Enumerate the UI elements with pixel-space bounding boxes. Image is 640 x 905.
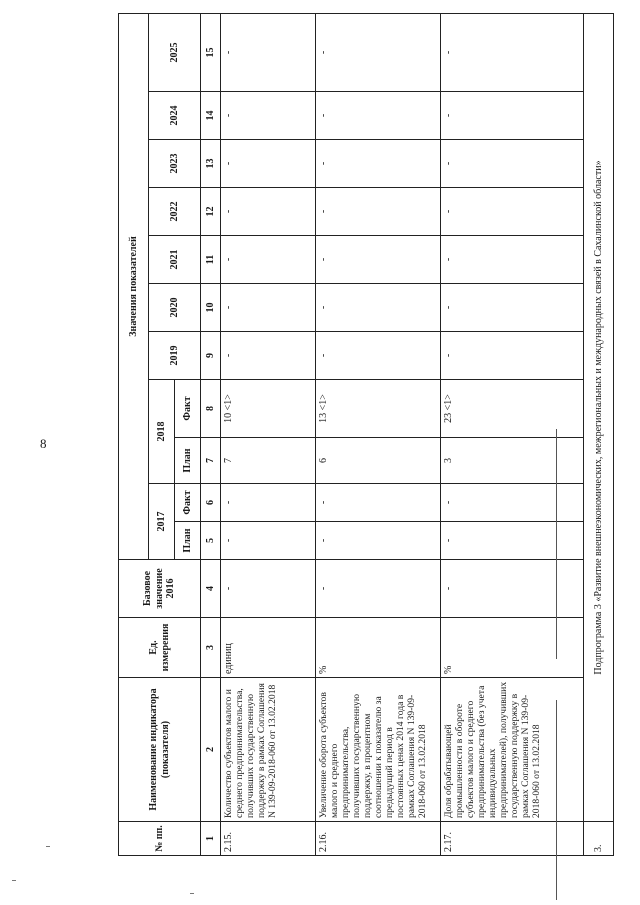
plan-2017: -	[220, 522, 316, 560]
header-2023: 2023	[149, 140, 201, 188]
value-2020: -	[440, 284, 583, 332]
scan-artifact-line	[556, 429, 557, 659]
column-number-row	[201, 13, 220, 855]
scan-artifact-tick	[12, 880, 16, 881]
subprogram-row	[583, 13, 613, 855]
header-2017: 2017	[149, 484, 175, 560]
subprogram-title: Подпрограмма 3 «Развитие внешнеэкономических, межрегиональных и международных связей в Сахалинской области»	[583, 13, 613, 821]
scan-artifact-tick	[190, 893, 194, 894]
value-2023: -	[440, 140, 583, 188]
indicator-table-rotated	[118, 14, 614, 856]
value-2023: -	[316, 140, 441, 188]
plan-2018: 6	[316, 438, 441, 484]
header-plan-2018: План	[175, 438, 201, 484]
col-number: 15	[201, 13, 220, 91]
base-value: -	[440, 560, 583, 618]
plan-2018: 3	[440, 438, 583, 484]
table-row	[316, 13, 441, 855]
col-number: 4	[201, 560, 220, 618]
table-row	[440, 13, 583, 855]
value-2021: -	[316, 236, 441, 284]
value-2024: -	[440, 92, 583, 140]
base-value: -	[220, 560, 316, 618]
col-number: 1	[201, 822, 220, 856]
value-2020: -	[220, 284, 316, 332]
row-num: 2.16.	[316, 822, 441, 856]
indicator-name: Увеличение оборота субъектов малого и среднего предпринимательства, получивших государственную поддержку, в процентном соотношении к показателю за предыдущий период в постоянных ценах 2014 года в рамках Соглашения N 139-09-2018-060 от 13.02.2018	[316, 678, 441, 822]
value-2019: -	[316, 332, 441, 380]
header-name: Наименование индикатора (показателя)	[119, 678, 201, 822]
header-2024: 2024	[149, 92, 201, 140]
value-2023: -	[220, 140, 316, 188]
fact-2018: 23 <1>	[440, 380, 583, 438]
header-2019: 2019	[149, 332, 201, 380]
header-base: Базовое значение 2016	[119, 560, 201, 618]
value-2025: -	[220, 13, 316, 91]
col-number: 7	[201, 438, 220, 484]
plan-2018: 7	[220, 438, 316, 484]
col-number: 3	[201, 618, 220, 678]
col-number: 6	[201, 484, 220, 522]
table-row	[220, 13, 316, 855]
col-number: 14	[201, 92, 220, 140]
header-num: № пп.	[119, 822, 201, 856]
header-2020: 2020	[149, 284, 201, 332]
scan-artifact-line	[556, 700, 557, 900]
base-value: -	[316, 560, 441, 618]
indicator-name: Количество субъектов малого и среднего предпринимательства, получивших государственную поддержку в рамках Соглашения N 139-09-2018-060 от 13.02.2018	[220, 678, 316, 822]
fact-2017: -	[316, 484, 441, 522]
col-number: 13	[201, 140, 220, 188]
page-number: 8	[40, 436, 47, 451]
value-2022: -	[316, 188, 441, 236]
row-num: 2.15.	[220, 822, 316, 856]
value-2019: -	[440, 332, 583, 380]
value-2021: -	[220, 236, 316, 284]
value-2024: -	[220, 92, 316, 140]
indicator-name: Доля обрабатывающей промышленности в обороте субъектов малого и среднего предпринимательства (без учета индивидуальных предпринимателей), получивших государственную поддержку в рамках Соглашения N 139-09-2018-060 от 13.02.2018	[440, 678, 583, 822]
plan-2017: -	[316, 522, 441, 560]
row-num: 3.	[583, 822, 613, 856]
header-2018: 2018	[149, 380, 175, 484]
indicator-table	[118, 13, 614, 856]
fact-2017: -	[220, 484, 316, 522]
col-number: 2	[201, 678, 220, 822]
value-2020: -	[316, 284, 441, 332]
value-2022: -	[220, 188, 316, 236]
unit-cell: %	[440, 618, 583, 678]
fact-2018: 13 <1>	[316, 380, 441, 438]
fact-2018: 10 <1>	[220, 380, 316, 438]
value-2024: -	[316, 92, 441, 140]
col-number: 12	[201, 188, 220, 236]
header-values: Значения показателей	[119, 13, 149, 559]
header-unit: Ед. измерения	[119, 618, 201, 678]
row-num: 2.17.	[440, 822, 583, 856]
header-fact-2017: Факт	[175, 484, 201, 522]
header-fact-2018: Факт	[175, 380, 201, 438]
header-plan-2017: План	[175, 522, 201, 560]
value-2019: -	[220, 332, 316, 380]
header-2025: 2025	[149, 13, 201, 91]
header-2021: 2021	[149, 236, 201, 284]
col-number: 5	[201, 522, 220, 560]
plan-2017: -	[440, 522, 583, 560]
fact-2017: -	[440, 484, 583, 522]
value-2025: -	[316, 13, 441, 91]
value-2022: -	[440, 188, 583, 236]
unit-cell: единиц	[220, 618, 316, 678]
header-2022: 2022	[149, 188, 201, 236]
value-2025: -	[440, 13, 583, 91]
col-number: 10	[201, 284, 220, 332]
col-number: 8	[201, 380, 220, 438]
col-number: 11	[201, 236, 220, 284]
scan-artifact-tick	[46, 846, 50, 847]
unit-cell: %	[316, 618, 441, 678]
value-2021: -	[440, 236, 583, 284]
col-number: 9	[201, 332, 220, 380]
